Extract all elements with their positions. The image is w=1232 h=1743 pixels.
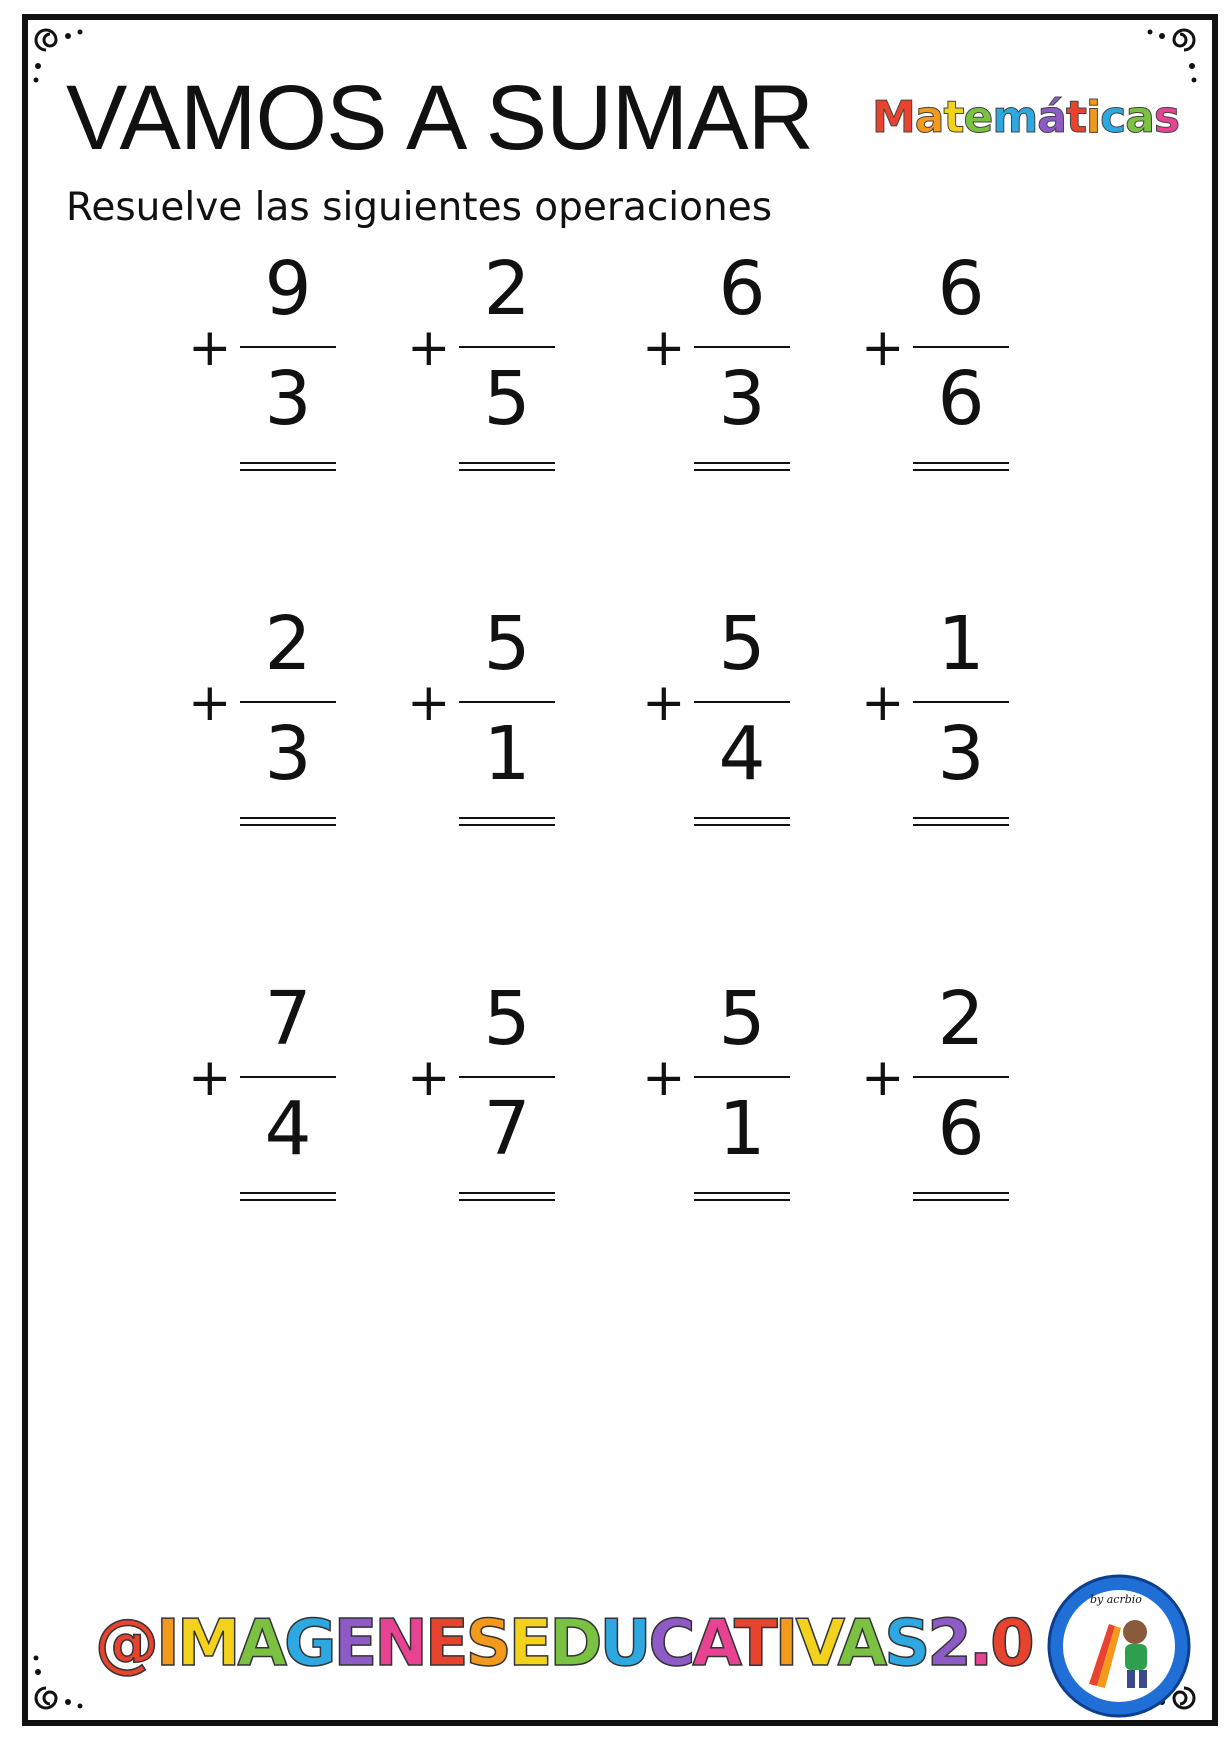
addition-exercise	[407, 246, 582, 442]
handle-letter: A	[837, 1607, 885, 1681]
answer-line[interactable]	[913, 1192, 1009, 1201]
answer-line[interactable]	[913, 462, 1009, 471]
subject-letter: t	[943, 92, 964, 143]
first-addend: 2	[264, 601, 312, 687]
handle-letter: A	[692, 1607, 734, 1681]
handle-letter: E	[333, 1607, 375, 1681]
plus-sign: +	[642, 673, 686, 733]
answer-line[interactable]	[459, 817, 555, 826]
answer-line[interactable]	[459, 1192, 555, 1201]
handle-letter: T	[734, 1607, 775, 1681]
addition-exercise	[188, 246, 363, 442]
sum-rule	[459, 701, 555, 703]
handle-letter: U	[599, 1607, 649, 1681]
addition-exercise	[642, 246, 817, 442]
sum-rule	[913, 701, 1009, 703]
plus-sign: +	[188, 673, 232, 733]
second-addend: 7	[483, 1086, 531, 1172]
addition-exercise	[642, 976, 817, 1172]
handle-letter: D	[549, 1607, 600, 1681]
plus-sign: +	[861, 673, 905, 733]
plus-sign: +	[188, 1048, 232, 1108]
handle-letter: E	[508, 1607, 550, 1681]
handle-letter: I	[774, 1607, 796, 1681]
instructions-text: Resuelve las siguientes operaciones	[66, 185, 773, 230]
handle-letter: S	[465, 1607, 509, 1681]
second-addend: 6	[937, 1086, 985, 1172]
addition-exercise	[407, 601, 582, 797]
swirl-ornament-top-right	[1132, 22, 1202, 92]
handle-letter: M	[176, 1607, 238, 1681]
answer-line[interactable]	[694, 462, 790, 471]
plus-sign: +	[407, 318, 451, 378]
sum-rule	[694, 346, 790, 348]
subject-letter: á	[1037, 92, 1066, 143]
first-addend: 5	[718, 976, 766, 1062]
sum-rule	[240, 346, 336, 348]
subject-letter: e	[963, 92, 993, 143]
subject-letter: M	[872, 92, 915, 143]
first-addend: 5	[483, 976, 531, 1062]
sum-rule	[913, 346, 1009, 348]
answer-line[interactable]	[913, 817, 1009, 826]
addition-exercise	[861, 976, 1036, 1172]
addition-exercise	[642, 601, 817, 797]
addition-exercise	[861, 601, 1036, 797]
handle-letter: 0	[990, 1607, 1032, 1681]
addition-exercise	[861, 246, 1036, 442]
answer-line[interactable]	[240, 1192, 336, 1201]
second-addend: 1	[718, 1086, 766, 1172]
subject-letter: i	[1086, 92, 1101, 143]
second-addend: 3	[264, 356, 312, 442]
answer-line[interactable]	[240, 817, 336, 826]
handle-letter: 2	[927, 1607, 969, 1681]
first-addend: 2	[937, 976, 985, 1062]
plus-sign: +	[861, 318, 905, 378]
logo-signature: by acrbio	[1090, 1593, 1142, 1606]
first-addend: 6	[937, 246, 985, 332]
subject-letter: s	[1153, 92, 1180, 143]
handle-letter: V	[795, 1607, 838, 1681]
addition-exercise	[188, 601, 363, 797]
sum-rule	[240, 701, 336, 703]
handle-letter: A	[237, 1607, 285, 1681]
sum-rule	[913, 1076, 1009, 1078]
first-addend: 5	[718, 601, 766, 687]
handle-letter: @	[95, 1607, 156, 1681]
first-addend: 6	[718, 246, 766, 332]
subject-letter: t	[1065, 92, 1086, 143]
plus-sign: +	[642, 318, 686, 378]
sum-rule	[459, 346, 555, 348]
answer-line[interactable]	[459, 462, 555, 471]
swirl-ornament-bottom-left	[28, 1646, 98, 1716]
addition-exercise	[407, 976, 582, 1172]
sum-rule	[240, 1076, 336, 1078]
second-addend: 5	[483, 356, 531, 442]
handle-letter: I	[156, 1607, 177, 1681]
addition-exercise	[188, 976, 363, 1172]
first-addend: 5	[483, 601, 531, 687]
subject-letter: m	[992, 92, 1038, 143]
handle-letter: N	[374, 1607, 425, 1681]
subject-letter: a	[1125, 92, 1154, 143]
handle-letter: S	[884, 1607, 928, 1681]
subject-letter: c	[1100, 92, 1126, 143]
plus-sign: +	[407, 673, 451, 733]
second-addend: 3	[718, 356, 766, 442]
plus-sign: +	[407, 1048, 451, 1108]
answer-line[interactable]	[240, 462, 336, 471]
social-handle	[95, 1607, 1032, 1681]
first-addend: 1	[937, 601, 985, 687]
second-addend: 1	[483, 711, 531, 797]
page-title: VAMOS A SUMAR	[66, 67, 814, 169]
second-addend: 4	[718, 711, 766, 797]
subject-label	[872, 92, 1180, 143]
second-addend: 4	[264, 1086, 312, 1172]
first-addend: 9	[264, 246, 312, 332]
handle-letter: G	[284, 1607, 334, 1681]
plus-sign: +	[642, 1048, 686, 1108]
sum-rule	[694, 701, 790, 703]
second-addend: 3	[937, 711, 985, 797]
answer-line[interactable]	[694, 817, 790, 826]
handle-letter: C	[648, 1607, 693, 1681]
answer-line[interactable]	[694, 1192, 790, 1201]
sum-rule	[459, 1076, 555, 1078]
second-addend: 3	[264, 711, 312, 797]
handle-letter: .	[968, 1607, 991, 1681]
plus-sign: +	[188, 318, 232, 378]
handle-letter: E	[424, 1607, 466, 1681]
subject-letter: a	[914, 92, 944, 143]
second-addend: 6	[937, 356, 985, 442]
first-addend: 2	[483, 246, 531, 332]
first-addend: 7	[264, 976, 312, 1062]
plus-sign: +	[861, 1048, 905, 1108]
sum-rule	[694, 1076, 790, 1078]
